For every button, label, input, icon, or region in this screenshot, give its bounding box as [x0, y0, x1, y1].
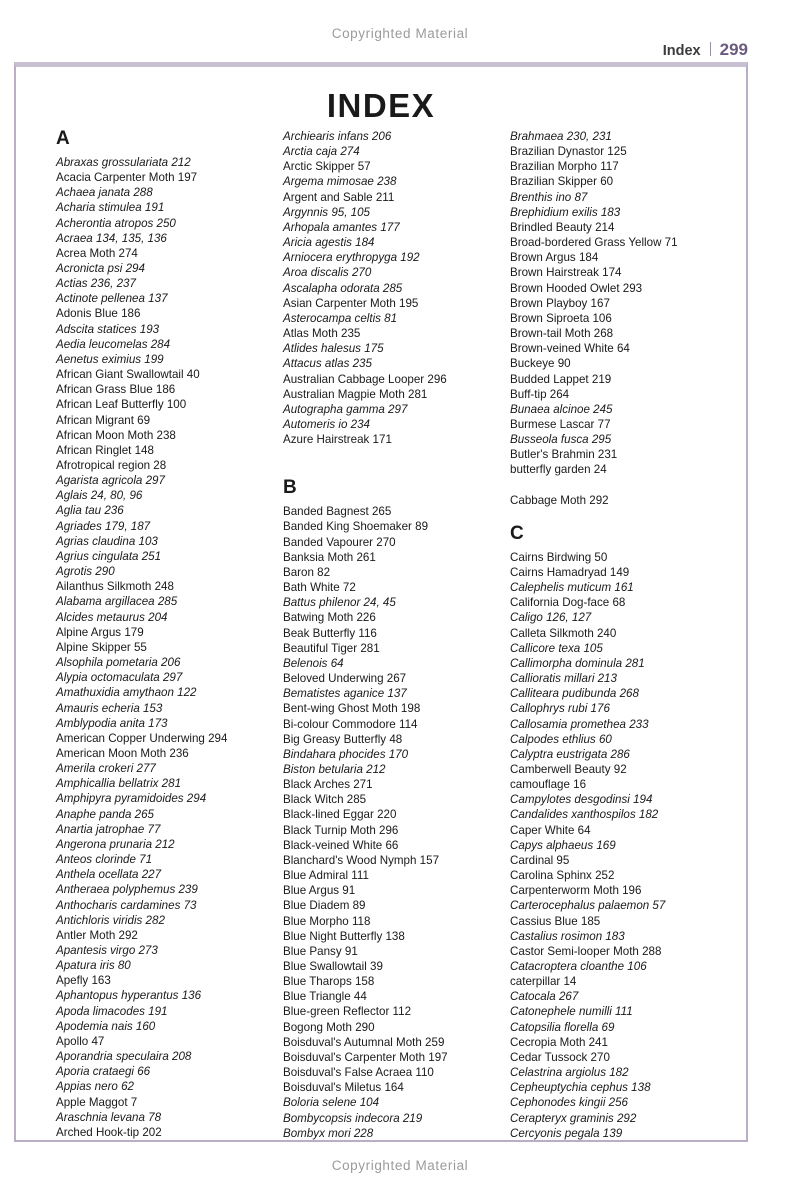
index-entry: caterpillar 14 [510, 975, 577, 989]
index-entry: Brazilian Morpho 117 [510, 160, 619, 174]
index-entry: African Ringlet 148 [56, 443, 154, 457]
index-entry: Blue Swallowtail 39 [283, 960, 383, 974]
index-entry: Aroa discalis 270 [283, 266, 372, 280]
index-entry: Calephelis muticum 161 [510, 581, 634, 595]
index-entry: Baron 82 [283, 565, 331, 579]
index-entry: African Migrant 69 [56, 413, 151, 427]
entry-list-b [283, 129, 489, 1141]
index-entry: Anthela ocellata 227 [56, 868, 162, 882]
index-entry: Callioratis millari 213 [510, 672, 617, 686]
index-columns [56, 129, 716, 1141]
index-entry: Brown Hairstreak 174 [510, 266, 622, 280]
index-entry: Atlides halesus 175 [283, 342, 384, 356]
index-entry [510, 478, 716, 493]
index-entry: Catopsilia florella 69 [510, 1020, 615, 1034]
index-entry: Argynnis 95, 105 [283, 205, 371, 219]
index-entry: Black Arches 271 [283, 778, 373, 792]
index-entry: Blue Morpho 118 [283, 914, 371, 928]
letter-heading-b: B [283, 477, 297, 499]
index-entry: Bindahara phocides 170 [283, 747, 409, 761]
index-entry: Bogong Moth 290 [283, 1020, 375, 1034]
index-entry: Bombyx mori 228 [283, 1126, 374, 1140]
index-entry: Caligo 126, 127 [510, 611, 592, 625]
index-column-b [283, 129, 489, 1141]
index-entry: Belenois 64 [283, 656, 344, 670]
index-entry: Actias 236, 237 [56, 277, 136, 291]
index-entry: Blue Night Butterfly 138 [283, 929, 405, 943]
index-entry: Black-veined White 66 [283, 838, 399, 852]
index-column-a [56, 129, 262, 1141]
index-entry: Apefly 163 [56, 974, 111, 988]
index-entry: Arctic Skipper 57 [283, 160, 371, 174]
index-entry: Agriades 179, 187 [56, 519, 151, 533]
index-entry: Acherontia atropos 250 [56, 216, 176, 230]
index-entry: Cardinal 95 [510, 853, 570, 867]
index-entry: Attacus atlas 235 [283, 357, 372, 371]
index-entry: Amerila crokeri 277 [56, 762, 156, 776]
index-entry: Brenthis ino 87 [510, 190, 588, 204]
index-entry: Amphipyra pyramidoides 294 [56, 792, 207, 806]
index-entry: Cecropia Moth 241 [510, 1035, 608, 1049]
index-entry: Alcides metaurus 204 [56, 610, 168, 624]
index-entry: Cabbage Moth 292 [510, 493, 609, 507]
index-entry: Adonis Blue 186 [56, 307, 141, 321]
index-column-c [510, 129, 716, 1141]
index-entry: Australian Cabbage Looper 296 [283, 372, 447, 386]
index-entry: Apoda limacodes 191 [56, 1004, 168, 1018]
index-entry: Ascalapha odorata 285 [283, 281, 403, 295]
page-title: INDEX [326, 87, 436, 124]
index-entry: Anteos clorinde 71 [56, 853, 153, 867]
index-entry: Arhopala amantes 177 [283, 220, 400, 234]
index-entry: Banded Bagnest 265 [283, 505, 392, 519]
index-entry: Biston betularia 212 [283, 762, 386, 776]
index-entry: African Grass Blue 186 [56, 383, 176, 397]
index-entry: Bematistes aganice 137 [283, 687, 407, 701]
index-entry: Beak Butterfly 116 [283, 626, 377, 640]
index-entry: Black-lined Eggar 220 [283, 808, 397, 822]
index-entry: Amphicallia bellatrix 281 [56, 777, 182, 791]
index-entry: Brazilian Skipper 60 [510, 175, 614, 189]
index-entry: Asterocampa celtis 81 [283, 311, 398, 325]
index-entry: California Dog-face 68 [510, 596, 626, 610]
index-entry: Atlas Moth 235 [283, 327, 361, 341]
index-entry: Brown Hooded Owlet 293 [510, 281, 643, 295]
index-entry: Apatura iris 80 [56, 959, 131, 973]
index-entry: Amathuxidia amythaon 122 [56, 686, 197, 700]
index-entry: Calyptra eustrigata 286 [510, 747, 630, 761]
index-entry: Beautiful Tiger 281 [283, 641, 380, 655]
index-entry: Arched Hook-tip 202 [56, 1125, 162, 1139]
content-frame [14, 62, 748, 1142]
index-entry: Actinote pellenea 137 [56, 292, 168, 306]
index-entry: butterfly garden 24 [510, 463, 607, 477]
index-entry: Brahmaea 230, 231 [510, 130, 612, 143]
index-entry: Antichloris viridis 282 [56, 913, 165, 927]
index-entry: Aricia agestis 184 [283, 236, 375, 250]
index-entry: Alsophila pometaria 206 [56, 656, 181, 670]
index-entry: Bent-wing Ghost Moth 198 [283, 702, 421, 716]
index-entry: Arniocera erythropyga 192 [283, 251, 420, 265]
index-entry: Afrotropical region 28 [56, 459, 167, 473]
index-entry: Autographa gamma 297 [283, 402, 408, 416]
index-entry: Ailanthus Silkmoth 248 [56, 580, 174, 594]
index-entry: Agrotis 290 [56, 565, 115, 579]
index-entry: Carpenterworm Moth 196 [510, 884, 642, 898]
index-entry: Black Witch 285 [283, 793, 367, 807]
index-entry: Callosamia promethea 233 [510, 717, 649, 731]
index-entry: Agrius cingulata 251 [56, 549, 162, 563]
index-entry: Blanchard's Wood Nymph 157 [283, 853, 440, 867]
index-entry: Amauris echeria 153 [56, 701, 163, 715]
index-entry: Aphantopus hyperantus 136 [56, 989, 202, 1003]
index-entry: Brown-veined White 64 [510, 342, 630, 356]
index-entry: Acharia stimulea 191 [56, 201, 165, 215]
index-entry: Callimorpha dominula 281 [510, 656, 645, 670]
index-entry: Blue Triangle 44 [283, 990, 367, 1004]
index-entry: Broad-bordered Grass Yellow 71 [510, 236, 678, 250]
index-entry: Arctia caja 274 [283, 145, 360, 159]
index-entry: Achaea janata 288 [56, 186, 153, 200]
index-entry: Australian Magpie Moth 281 [283, 387, 428, 401]
index-entry: Blue Admiral 111 [283, 869, 369, 883]
entry-list-a [56, 155, 262, 1140]
index-entry: Aglia tau 236 [56, 504, 124, 518]
index-entry: Acraea 134, 135, 136 [56, 231, 167, 245]
index-entry: Argema mimosae 238 [283, 175, 397, 189]
index-entry: Adscita statices 193 [56, 322, 160, 336]
index-entry: Apple Maggot 7 [56, 1095, 138, 1109]
index-entry: Brephidium exilis 183 [510, 205, 621, 219]
index-entry: Catocala 267 [510, 990, 579, 1004]
index-entry: Alpine Argus 179 [56, 625, 144, 639]
index-entry: Carolina Sphinx 252 [510, 869, 615, 883]
index-entry: Buff-tip 264 [510, 387, 570, 401]
index-entry: Agarista agricola 297 [56, 474, 165, 488]
running-head-divider [710, 42, 711, 56]
index-entry: Acronicta psi 294 [56, 261, 145, 275]
index-entry: Budded Lappet 219 [510, 372, 612, 386]
index-entry: Cercyonis pegala 139 [510, 1126, 623, 1140]
index-entry: Antheraea polyphemus 239 [56, 883, 198, 897]
letter-heading-c: C [510, 522, 524, 544]
index-entry: Big Greasy Butterfly 48 [283, 732, 403, 746]
index-entry: Apantesis virgo 273 [56, 944, 158, 958]
index-entry: Cepheuptychia cephus 138 [510, 1081, 651, 1095]
index-entry: Callicore texa 105 [510, 641, 603, 655]
index-entry: Araschnia levana 78 [56, 1110, 162, 1124]
index-entry: American Moon Moth 236 [56, 746, 189, 760]
running-head-label: Index [662, 43, 701, 59]
index-entry: Cedar Tussock 270 [510, 1050, 610, 1064]
index-entry: Cassius Blue 185 [510, 914, 601, 928]
index-entry: Blue Diadem 89 [283, 899, 366, 913]
index-entry: Blue Argus 91 [283, 884, 356, 898]
index-entry: Azure Hairstreak 171 [283, 433, 392, 447]
index-entry: Caper White 64 [510, 823, 591, 837]
running-head [663, 40, 748, 60]
index-entry: Brindled Beauty 214 [510, 220, 615, 234]
index-entry: Calleta Silkmoth 240 [510, 626, 617, 640]
index-entry: Candalides xanthospilos 182 [510, 808, 659, 822]
index-entry: Cairns Hamadryad 149 [510, 565, 630, 579]
index-entry: Catonephele numilli 111 [510, 1005, 633, 1019]
index-entry: Asian Carpenter Moth 195 [283, 296, 419, 310]
index-entry: Acrea Moth 274 [56, 246, 138, 260]
index-entry: Automeris io 234 [283, 417, 370, 431]
entry-list-c [510, 129, 716, 1141]
index-entry: Calpodes ethlius 60 [510, 732, 612, 746]
index-entry: Brazilian Dynastor 125 [510, 145, 627, 159]
index-entry: Brown Playboy 167 [510, 296, 610, 310]
index-entry: Banded King Shoemaker 89 [283, 520, 429, 534]
index-entry: Acacia Carpenter Moth 197 [56, 171, 198, 185]
index-entry: Cairns Birdwing 50 [510, 550, 608, 564]
index-entry: Beloved Underwing 267 [283, 672, 407, 686]
index-entry: Cephonodes kingii 256 [510, 1096, 628, 1110]
index-entry: Capys alphaeus 169 [510, 838, 616, 852]
index-entry: Callophrys rubi 176 [510, 702, 610, 716]
index-entry: Campylotes desgodinsi 194 [510, 793, 653, 807]
index-entry: Batwing Moth 226 [283, 611, 376, 625]
index-entry [283, 447, 489, 462]
page-number: 299 [719, 40, 748, 59]
index-entry: Argent and Sable 211 [283, 190, 395, 204]
index-entry: Calliteara pudibunda 268 [510, 687, 639, 701]
index-entry: camouflage 16 [510, 778, 587, 792]
index-entry: Aenetus eximius 199 [56, 352, 164, 366]
index-entry: Aporandria speculaira 208 [56, 1050, 192, 1064]
index-entry: Camberwell Beauty 92 [510, 762, 627, 776]
index-entry: Brown Argus 184 [510, 251, 599, 265]
index-entry: Bombycopsis indecora 219 [283, 1111, 423, 1125]
index-entry: Brown-tail Moth 268 [510, 327, 614, 341]
index-entry: Castor Semi-looper Moth 288 [510, 944, 662, 958]
watermark-top: Copyrighted Material [331, 26, 469, 41]
index-entry: Blue Tharops 158 [283, 975, 375, 989]
index-entry: Carterocephalus palaemon 57 [510, 899, 666, 913]
index-entry: Bi-colour Commodore 114 [283, 717, 418, 731]
letter-heading-a: A [56, 128, 70, 149]
index-entry: Catacroptera cloanthe 106 [510, 960, 647, 974]
index-entry: Black Turnip Moth 296 [283, 823, 399, 837]
index-entry: Boloria selene 104 [283, 1096, 380, 1110]
index-entry: Anartia jatrophae 77 [56, 822, 161, 836]
index-entry: Boisduval's Carpenter Moth 197 [283, 1050, 448, 1064]
index-entry: American Copper Underwing 294 [56, 731, 228, 745]
index-entry: African Leaf Butterfly 100 [56, 398, 187, 412]
index-entry: Antler Moth 292 [56, 928, 138, 942]
index-entry: Banksia Moth 261 [283, 550, 376, 564]
index-entry: African Giant Swallowtail 40 [56, 368, 200, 382]
index-entry: Apollo 47 [56, 1034, 105, 1048]
index-entry: Alpine Skipper 55 [56, 640, 147, 654]
index-entry: Aglais 24, 80, 96 [56, 489, 143, 503]
index-entry: Agrias claudina 103 [56, 534, 158, 548]
index-entry: Blue-green Reflector 112 [283, 1005, 412, 1019]
index-entry: Boisduval's Autumnal Moth 259 [283, 1035, 445, 1049]
index-entry: Boisduval's False Acraea 110 [283, 1066, 434, 1080]
index-entry: Buckeye 90 [510, 357, 571, 371]
index-entry: Amblypodia anita 173 [56, 716, 168, 730]
watermark-bottom: Copyrighted Material [331, 1158, 469, 1173]
index-entry: Aedia leucomelas 284 [56, 337, 171, 351]
index-entry: Angerona prunaria 212 [56, 837, 175, 851]
index-entry: Cerapteryx graminis 292 [510, 1111, 637, 1125]
index-entry: Abraxas grossulariata 212 [56, 155, 191, 169]
index-entry: Appias nero 62 [56, 1080, 134, 1094]
index-entry: Castalius rosimon 183 [510, 929, 625, 943]
index-entry: Alypia octomaculata 297 [56, 671, 183, 685]
index-entry: Boisduval's Miletus 164 [283, 1081, 404, 1095]
index-entry: Bunaea alcinoe 245 [510, 402, 613, 416]
index-entry: Archiearis infans 206 [283, 130, 392, 143]
index-entry: Anthocharis cardamines 73 [56, 898, 197, 912]
index-entry: Burmese Lascar 77 [510, 417, 611, 431]
index-entry: Alabama argillacea 285 [56, 595, 178, 609]
index-entry: African Moon Moth 238 [56, 428, 176, 442]
index-entry: Butler's Brahmin 231 [510, 448, 618, 462]
index-entry: Anaphe panda 265 [56, 807, 154, 821]
index-entry: Bath White 72 [283, 581, 356, 595]
index-entry: Celastrina argiolus 182 [510, 1066, 629, 1080]
index-entry: Aporia crataegi 66 [56, 1065, 151, 1079]
index-entry: Battus philenor 24, 45 [283, 596, 396, 610]
index-entry: Brown Siproeta 106 [510, 311, 612, 325]
index-entry: Blue Pansy 91 [283, 944, 358, 958]
index-entry: Apodemia nais 160 [56, 1019, 156, 1033]
index-entry: Banded Vapourer 270 [283, 535, 396, 549]
index-entry: Busseola fusca 295 [510, 433, 612, 447]
